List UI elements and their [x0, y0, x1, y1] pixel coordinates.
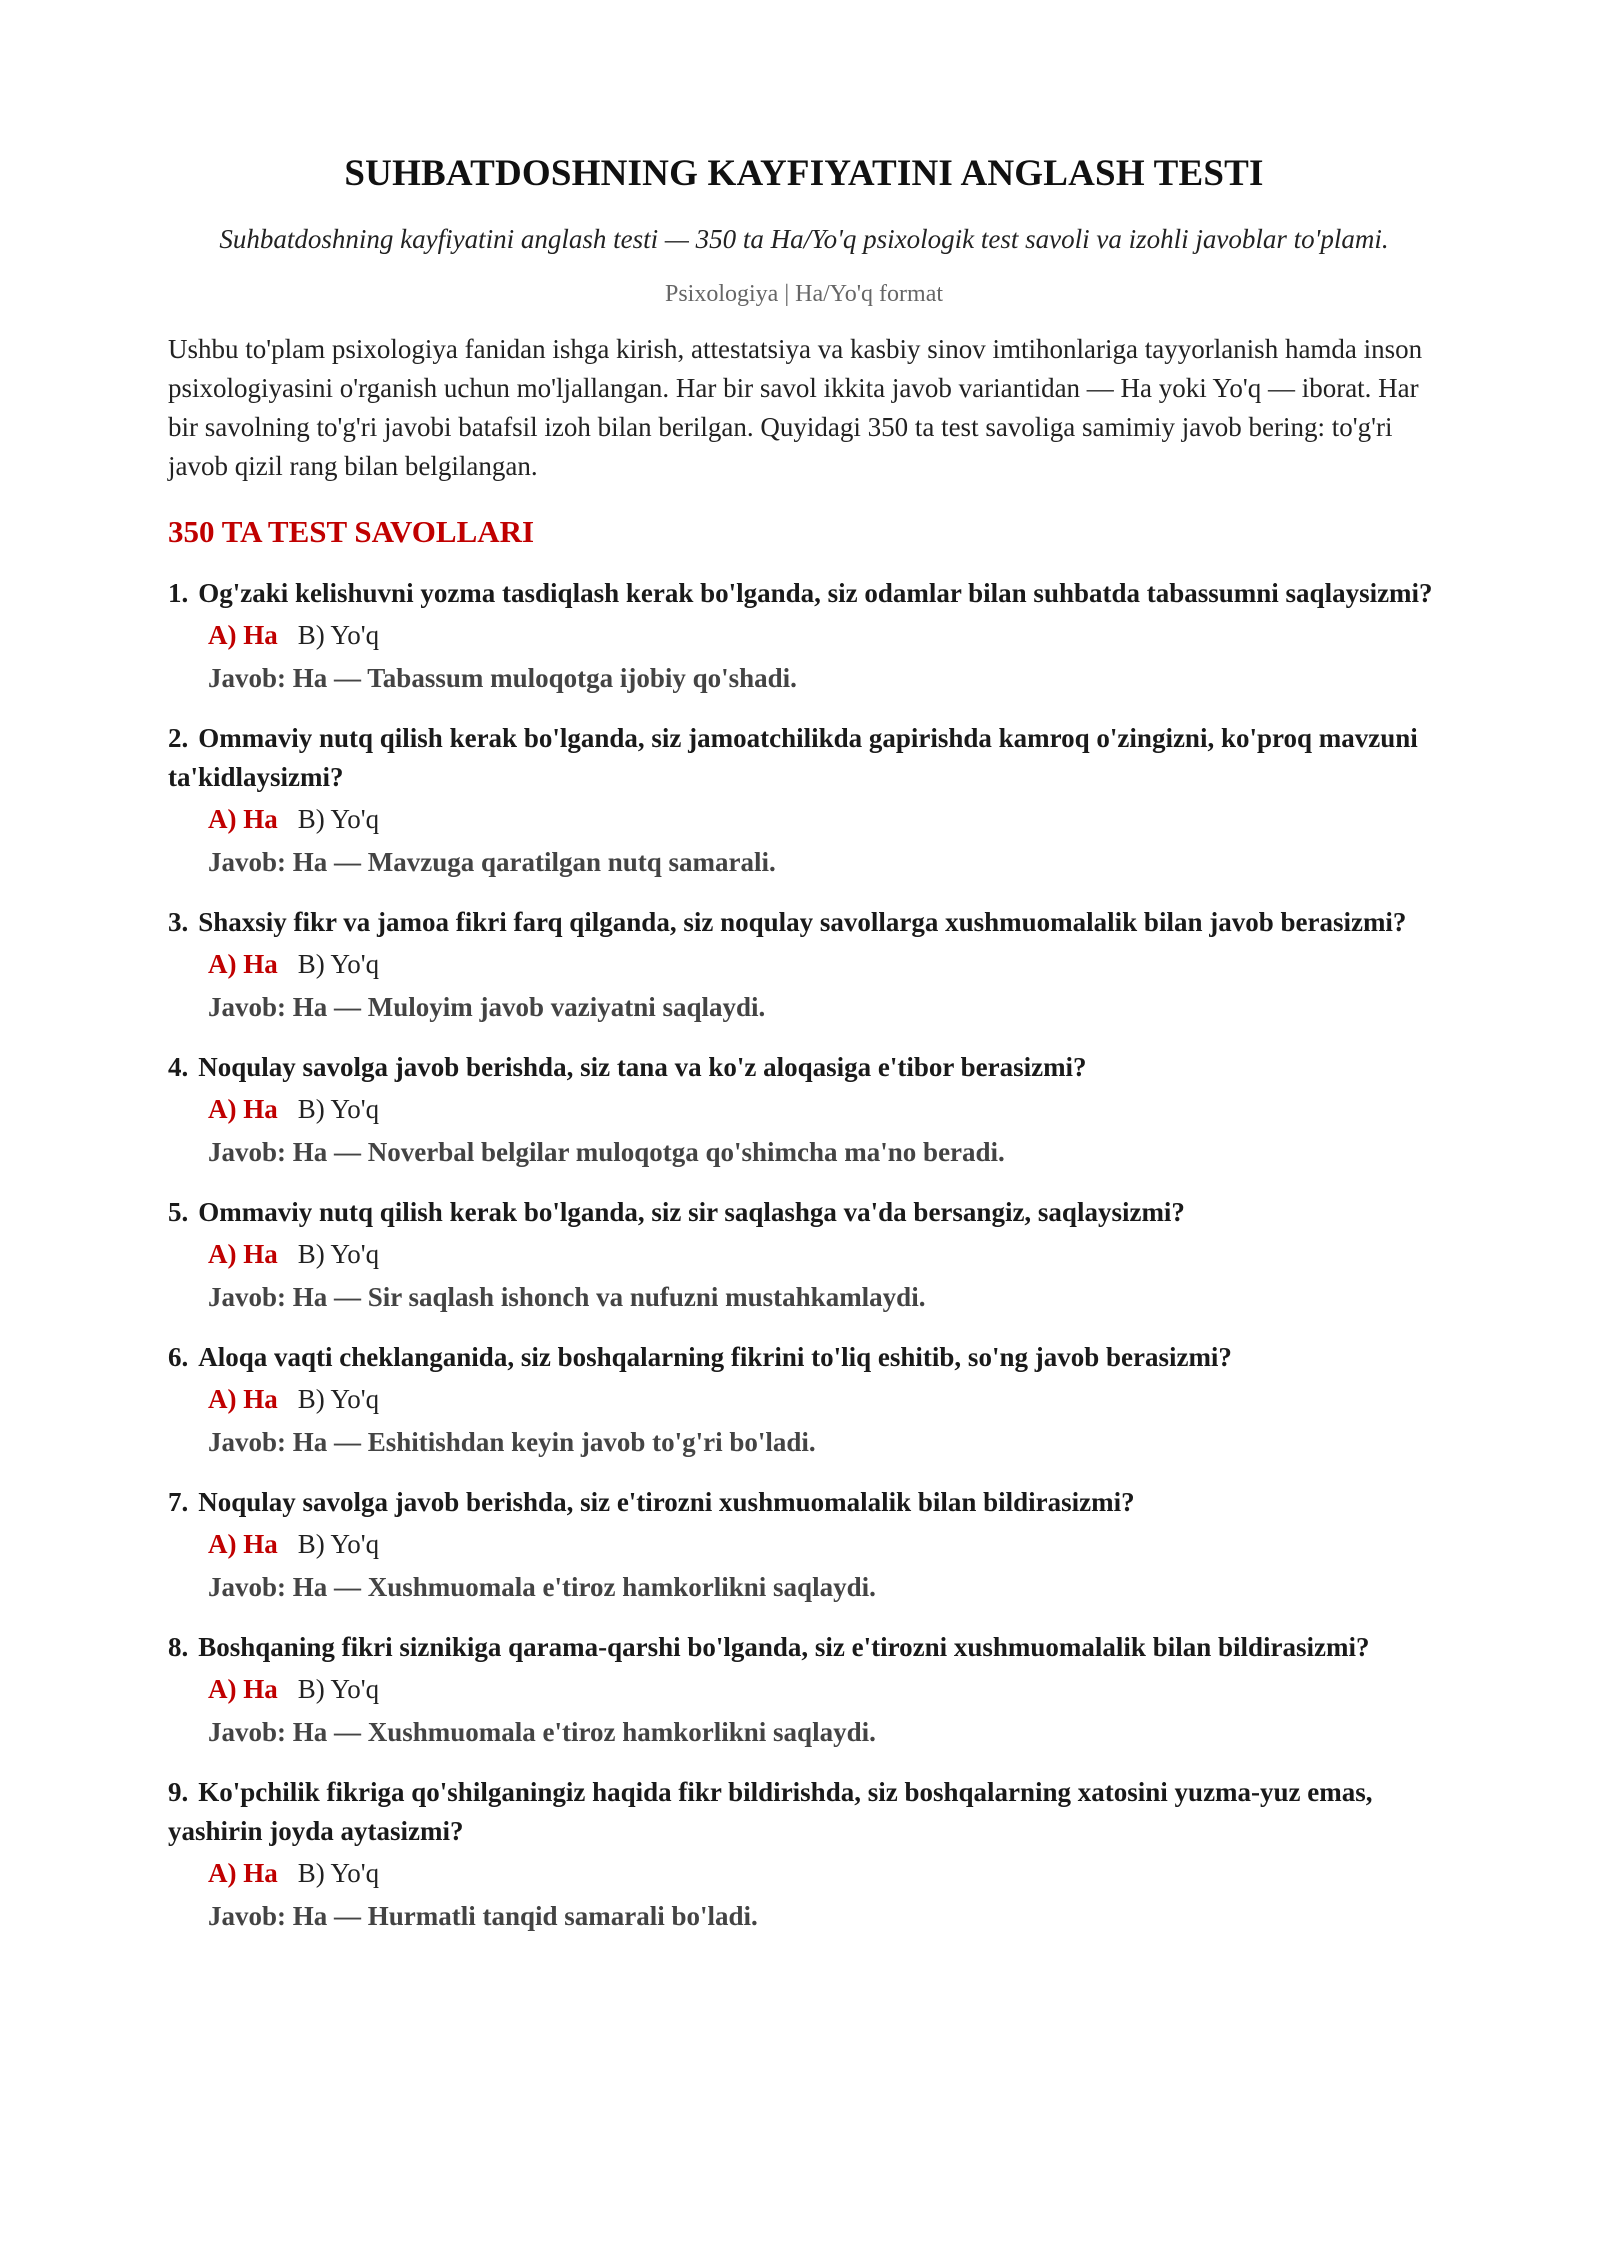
- answer-options: [168, 616, 1440, 654]
- option-a-correct: A) Ha: [208, 1239, 278, 1269]
- question-number: 3.: [168, 907, 189, 937]
- section-heading: 350 TA TEST SAVOLLARI: [168, 514, 535, 549]
- option-b: B) Yo'q: [297, 1529, 380, 1559]
- question-item: [168, 1773, 1440, 1936]
- option-a-correct: A) Ha: [208, 620, 278, 650]
- question-item: [168, 1483, 1440, 1607]
- intro-paragraph: Ushbu to'plam psixologiya fanidan ishga kirish, attestatsiya va kasbiy sinov imtihonlariga tayyorlanish hamda inson psixologiyasini o'rganish uchun mo'ljallangan. Har bir savol ikkita javob variantidan — Ha yoki Yo'q — iborat. Har bir savolning to'g'ri javobi batafsil izoh bilan berilgan. Quyidagi 350 ta test savoliga samimiy javob bering: to'g'ri javob qizil rang bilan belgilangan.: [168, 334, 1423, 481]
- question-text: Noqulay savolga javob berishda, siz tana va ko'z aloqasiga e'tibor berasizmi?: [198, 1052, 1087, 1082]
- question-number: 8.: [168, 1632, 189, 1662]
- document-title: SUHBATDOSHNING KAYFIYATINI ANGLASH TESTI: [344, 153, 1264, 194]
- option-b: B) Yo'q: [297, 949, 380, 979]
- document-meta: Psixologiya | Ha/Yo'q format: [664, 281, 944, 307]
- question-item: [168, 1628, 1440, 1752]
- answer-explanation: Javob: Ha — Xushmuomala e'tiroz hamkorlikni saqlaydi.: [208, 1572, 876, 1602]
- question-text: Aloqa vaqti cheklanganida, siz boshqalarning fikrini to'liq eshitib, so'ng javob berasizmi?: [198, 1342, 1232, 1372]
- document-subtitle: Suhbatdoshning kayfiyatini anglash testi — 350 ta Ha/Yo'q psixologik test savoli va izohli javoblar to'plami.: [219, 224, 1389, 254]
- answer-options: [168, 1235, 1440, 1273]
- question-number: 9.: [168, 1777, 189, 1807]
- answer-options: [168, 1380, 1440, 1418]
- option-b: B) Yo'q: [297, 1094, 380, 1124]
- question-text: Ommaviy nutq qilish kerak bo'lganda, siz sir saqlashga va'da bersangiz, saqlaysizmi?: [198, 1197, 1185, 1227]
- option-a-correct: A) Ha: [208, 1674, 278, 1704]
- option-a-correct: A) Ha: [208, 1858, 278, 1888]
- answer-explanation: Javob: Ha — Hurmatli tanqid samarali bo'ladi.: [208, 1901, 758, 1931]
- option-b: B) Yo'q: [297, 1384, 380, 1414]
- answer-explanation: Javob: Ha — Sir saqlash ishonch va nufuzni mustahkamlaydi.: [208, 1282, 926, 1312]
- question-number: 6.: [168, 1342, 189, 1372]
- option-a-correct: A) Ha: [208, 949, 278, 979]
- option-b: B) Yo'q: [297, 1674, 380, 1704]
- question-text: Shaxsiy fikr va jamoa fikri farq qilganda, siz noqulay savollarga xushmuomalalik bilan javob berasizmi?: [198, 907, 1407, 937]
- question-item: [168, 574, 1440, 698]
- answer-explanation: Javob: Ha — Noverbal belgilar muloqotga qo'shimcha ma'no beradi.: [208, 1137, 1005, 1167]
- answer-explanation: Javob: Ha — Xushmuomala e'tiroz hamkorlikni saqlaydi.: [208, 1717, 876, 1747]
- question-item: [168, 903, 1440, 1027]
- answer-options: [168, 800, 1440, 838]
- question-item: [168, 1338, 1440, 1462]
- answer-explanation: Javob: Ha — Muloyim javob vaziyatni saqlaydi.: [208, 992, 766, 1022]
- question-text: Noqulay savolga javob berishda, siz e'tirozni xushmuomalalik bilan bildirasizmi?: [198, 1487, 1135, 1517]
- option-a-correct: A) Ha: [208, 1529, 278, 1559]
- answer-options: [168, 1670, 1440, 1708]
- question-text: Ko'pchilik fikriga qo'shilganingiz haqida fikr bildirishda, siz boshqalarning xatosini yuzma-yuz emas, yashirin joyda aytasizmi?: [168, 1777, 1373, 1846]
- answer-explanation: Javob: Ha — Eshitishdan keyin javob to'g'ri bo'ladi.: [208, 1427, 816, 1457]
- question-item: [168, 719, 1440, 882]
- question-number: 2.: [168, 723, 189, 753]
- question-number: 5.: [168, 1197, 189, 1227]
- option-b: B) Yo'q: [297, 804, 380, 834]
- question-text: Ommaviy nutq qilish kerak bo'lganda, siz jamoatchilikda gapirishda kamroq o'zingizni, ko'proq mavzuni ta'kidlaysizmi?: [168, 723, 1418, 792]
- option-b: B) Yo'q: [297, 1858, 380, 1888]
- question-item: [168, 1193, 1440, 1317]
- answer-options: [168, 945, 1440, 983]
- question-item: [168, 1048, 1440, 1172]
- option-b: B) Yo'q: [297, 1239, 380, 1269]
- option-b: B) Yo'q: [297, 620, 380, 650]
- question-number: 4.: [168, 1052, 189, 1082]
- answer-options: [168, 1525, 1440, 1563]
- option-a-correct: A) Ha: [208, 1384, 278, 1414]
- question-number: 1.: [168, 578, 189, 608]
- question-text: Boshqaning fikri siznikiga qarama-qarshi bo'lganda, siz e'tirozni xushmuomalalik bilan bildirasizmi?: [198, 1632, 1370, 1662]
- question-list: [168, 574, 1440, 1936]
- answer-options: [168, 1854, 1440, 1892]
- answer-options: [168, 1090, 1440, 1128]
- question-number: 7.: [168, 1487, 189, 1517]
- answer-explanation: Javob: Ha — Mavzuga qaratilgan nutq samarali.: [208, 847, 776, 877]
- answer-explanation: Javob: Ha — Tabassum muloqotga ijobiy qo'shadi.: [208, 663, 797, 693]
- question-text: Og'zaki kelishuvni yozma tasdiqlash kerak bo'lganda, siz odamlar bilan suhbatda tabassumni saqlaysizmi?: [198, 578, 1433, 608]
- option-a-correct: A) Ha: [208, 804, 278, 834]
- option-a-correct: A) Ha: [208, 1094, 278, 1124]
